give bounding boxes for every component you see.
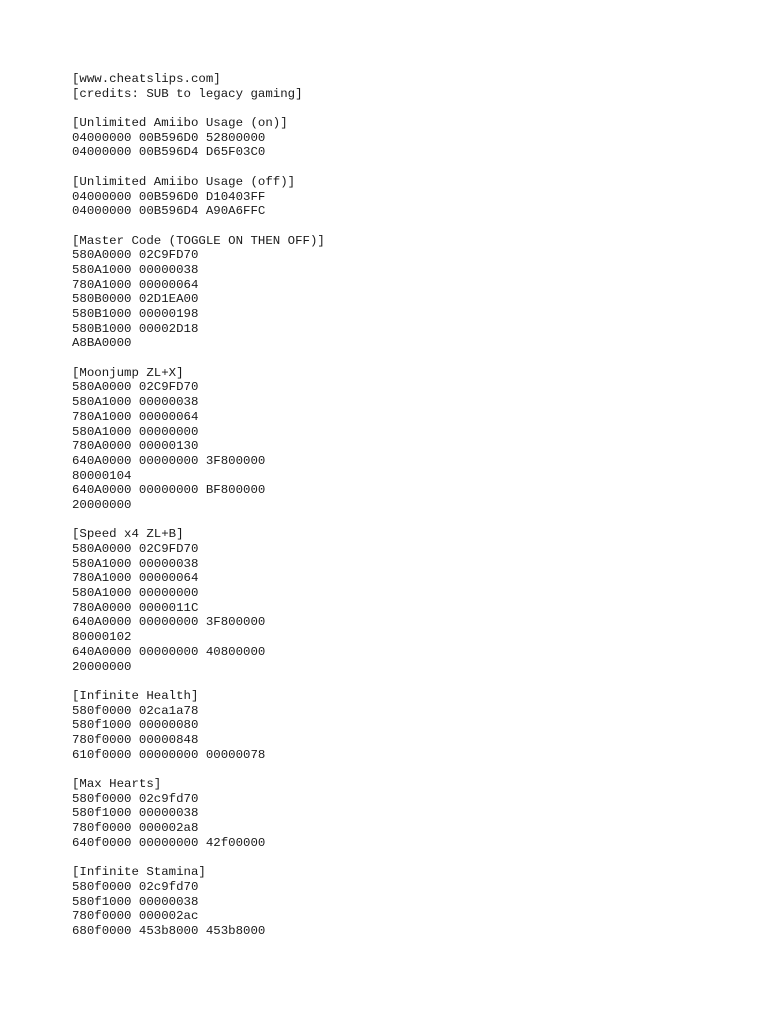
cheat-block-max-hearts — [72, 777, 692, 850]
code-line: 640f0000 00000000 42f00000 — [72, 835, 266, 850]
code-line: 580A1000 00000038 — [72, 262, 199, 277]
code-line: 580A0000 02C9FD70 — [72, 248, 199, 263]
code-line: 780f0000 000002a8 — [72, 821, 199, 836]
code-line: 04000000 00B596D0 52800000 — [72, 130, 266, 145]
cheat-title: [Master Code (TOGGLE ON THEN OFF)] — [72, 233, 325, 248]
code-line: 610f0000 00000000 00000078 — [72, 747, 266, 762]
code-line: 780A0000 0000011C — [72, 600, 199, 615]
code-line: 780A1000 00000064 — [72, 409, 199, 424]
cheat-title: [Infinite Stamina] — [72, 865, 206, 880]
cheat-block-moonjump — [72, 366, 692, 513]
code-line: 04000000 00B596D4 A90A6FFC — [72, 204, 266, 219]
cheat-title: [Moonjump ZL+X] — [72, 365, 184, 380]
code-line: 580A1000 00000038 — [72, 556, 199, 571]
code-line: 640A0000 00000000 3F800000 — [72, 453, 266, 468]
cheat-block-speed-x4 — [72, 527, 692, 674]
cheat-title: [Max Hearts] — [72, 777, 162, 791]
code-line: 04000000 00B596D4 D65F03C0 — [72, 145, 266, 160]
code-line: 80000102 — [72, 630, 132, 645]
code-line: 80000104 — [72, 468, 132, 483]
code-line: 580A0000 02C9FD70 — [72, 380, 199, 395]
code-line: 580A0000 02C9FD70 — [72, 542, 199, 556]
code-line: 04000000 00B596D0 D10403FF — [72, 189, 266, 204]
cheat-block-master-code — [72, 234, 692, 352]
code-line: 580A1000 00000000 — [72, 424, 199, 439]
source-url: [www.cheatslips.com] — [72, 72, 221, 86]
code-line: 640A0000 00000000 40800000 — [72, 644, 266, 659]
cheat-block-infinite-health — [72, 689, 692, 762]
code-line: 580f0000 02c9fd70 — [72, 879, 199, 894]
code-line: 780f0000 00000848 — [72, 732, 199, 747]
code-line: 780A1000 00000064 — [72, 277, 199, 292]
code-line: 580f0000 02ca1a78 — [72, 703, 199, 718]
code-line: 780A1000 00000064 — [72, 571, 199, 586]
code-line: 580B0000 02D1EA00 — [72, 292, 199, 307]
code-line: 580f0000 02c9fd70 — [72, 791, 199, 806]
code-line: 20000000 — [72, 497, 132, 512]
code-line: 580A1000 00000000 — [72, 586, 199, 601]
cheat-title: [Infinite Health] — [72, 688, 199, 703]
code-line: 780f0000 000002ac — [72, 909, 199, 924]
cheat-title: [Unlimited Amiibo Usage (on)] — [72, 116, 288, 131]
code-line: 780A0000 00000130 — [72, 439, 199, 454]
cheat-block-infinite-stamina — [72, 865, 692, 938]
cheat-code-document — [72, 72, 692, 953]
cheat-block-unlimited-amiibo-on — [72, 116, 692, 160]
code-line: 580f1000 00000038 — [72, 894, 199, 909]
code-line: 580B1000 00002D18 — [72, 321, 199, 336]
code-line: 580B1000 00000198 — [72, 307, 199, 321]
code-line: 580A1000 00000038 — [72, 395, 199, 410]
code-line: 580f1000 00000038 — [72, 806, 199, 821]
code-line: 640A0000 00000000 BF800000 — [72, 483, 266, 498]
cheat-title: [Unlimited Amiibo Usage (off)] — [72, 174, 296, 189]
cheat-title: [Speed x4 ZL+B] — [72, 527, 184, 542]
code-line: 580f1000 00000080 — [72, 718, 199, 733]
cheat-block-unlimited-amiibo-off — [72, 175, 692, 219]
header-block — [72, 72, 692, 101]
code-line: 20000000 — [72, 659, 132, 674]
code-line: A8BA0000 — [72, 336, 132, 351]
credits-line: [credits: SUB to legacy gaming] — [72, 86, 303, 101]
code-line: 640A0000 00000000 3F800000 — [72, 615, 266, 630]
code-line: 680f0000 453b8000 453b8000 — [72, 923, 266, 938]
